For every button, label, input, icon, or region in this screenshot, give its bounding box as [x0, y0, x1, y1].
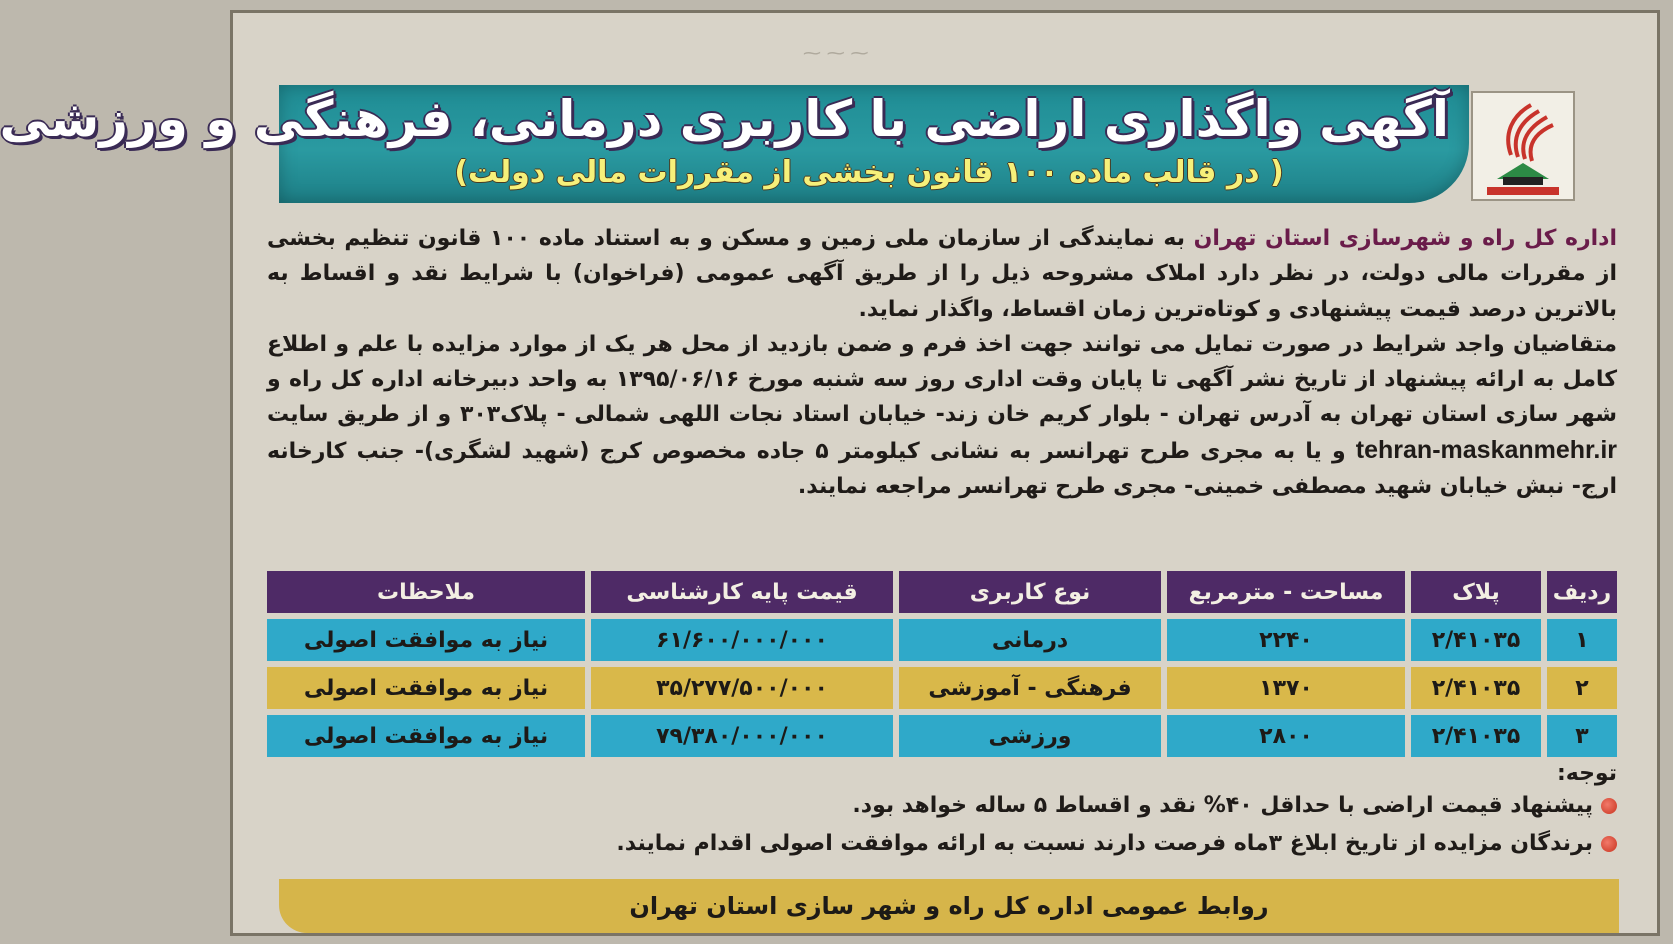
body-paragraph-2a: متقاضیان واجد شرایط در صورت تمایل می توانند جهت اخذ فرم و ضمن بازدید از محل هر یک از موارد مزایده با علم و اطلاع کامل به ارائه پیشنهاد از تاریخ نشر آگهی تا پایان وقت اداری روز سه شنبه مورخ ۱۳۹۵/۰۶/۱۶ به واحد دبیرخانه اداره کل راه و شهر سازی استان تهران به آدرس تهران - بلوار کریم خان زند- خیابان استاد نجات اللهی شمالی - پلاک۳۰۳ و از طریق سایت [267, 331, 1617, 428]
announcement-subtitle: ( در قالب ماده ۱۰۰ قانون بخشی از مقررات مالی دولت) [454, 155, 1284, 190]
table-row [267, 715, 1617, 757]
col-header-usage: نوع کاربری [893, 571, 1161, 613]
bullet-icon [1601, 798, 1617, 814]
note-text: پیشنهاد قیمت اراضی با حداقل ۴۰% نقد و اقساط ۵ ساله خواهد بود. [852, 793, 1593, 818]
cell-area: ۲۸۰۰ [1161, 715, 1405, 757]
land-parcels-table [267, 565, 1617, 763]
col-header-row-number: ردیف [1541, 571, 1617, 613]
ministry-logo-icon [1473, 93, 1573, 199]
table-header-row [267, 571, 1617, 613]
cell-usage: فرهنگی - آموزشی [893, 667, 1161, 709]
col-header-remarks: ملاحظات [267, 571, 585, 613]
cell-row-number: ۱ [1541, 619, 1617, 661]
note-item [852, 793, 1617, 818]
cell-row-number: ۳ [1541, 715, 1617, 757]
cell-area: ۲۲۴۰ [1161, 619, 1405, 661]
body-paragraph-2b: و یا به مجری طرح تهرانسر به نشانی کیلومتر ۵ جاده مخصوص کرج (شهید لشگری)- جنب کارخانه ارج- نبش خیابان شهید مصطفی خمینی- مجری طرح تهرانسر مراجعه نمایند. [267, 438, 1617, 500]
cell-base-price: ۶۱/۶۰۰/۰۰۰/۰۰۰ [585, 619, 893, 661]
organization-name: اداره کل راه و شهرسازی استان تهران [1193, 226, 1618, 251]
footer-signature: روابط عمومی اداره کل راه و شهر سازی استان تهران [629, 892, 1269, 920]
cell-usage: درمانی [893, 619, 1161, 661]
note-item [616, 831, 1617, 856]
cell-remarks: نیاز به موافقت اصولی [267, 715, 585, 757]
cell-plate: ۲/۴۱۰۳۵ [1405, 667, 1541, 709]
footer-bar [279, 879, 1619, 933]
ministry-logo [1471, 91, 1575, 201]
bullet-icon [1601, 836, 1617, 852]
cell-usage: ورزشی [893, 715, 1161, 757]
table-row [267, 667, 1617, 709]
body-paragraph-1: به نمایندگی از سازمان ملی زمین و مسکن و به استناد ماده ۱۰۰ قانون تنظیم بخشی از مقررات مالی دولت، در نظر دارد املاک مشروحه ذیل را از طریق آگهی عمومی (فراخوان) با شرایط نقد و اقساط به بالاترین درصد قیمت پیشنهادی و کوتاه‌ترین زمان اقساط، واگذار نماید. [267, 226, 1617, 322]
col-header-plate: پلاک [1405, 571, 1541, 613]
cell-remarks: نیاز به موافقت اصولی [267, 619, 585, 661]
cell-base-price: ۳۵/۲۷۷/۵۰۰/۰۰۰ [585, 667, 893, 709]
notes-heading: توجه: [1556, 761, 1617, 786]
cell-plate: ۲/۴۱۰۳۵ [1405, 619, 1541, 661]
col-header-area: مساحت - مترمربع [1161, 571, 1405, 613]
website-link[interactable]: tehran-maskanmehr.ir [1355, 435, 1618, 464]
cell-row-number: ۲ [1541, 667, 1617, 709]
cell-remarks: نیاز به موافقت اصولی [267, 667, 585, 709]
title-banner [0, 85, 1469, 203]
announcement-title: آگهی واگذاری اراضی با کاربری درمانی، فرهنگی و ورزشی [0, 90, 1449, 148]
table-row [267, 619, 1617, 661]
cell-area: ۱۳۷۰ [1161, 667, 1405, 709]
col-header-base-price: قیمت پایه کارشناسی [585, 571, 893, 613]
note-text: برندگان مزایده از تاریخ ابلاغ ۳ماه فرصت دارند نسبت به ارائه موافقت اصولی اقدام نمایند. [616, 831, 1593, 856]
bleed-through-text: ⁓ ⁓ ⁓ [803, 43, 869, 64]
announcement-body [267, 221, 1617, 504]
cell-base-price: ۷۹/۳۸۰/۰۰۰/۰۰۰ [585, 715, 893, 757]
cell-plate: ۲/۴۱۰۳۵ [1405, 715, 1541, 757]
newspaper-clipping [0, 10, 1660, 936]
